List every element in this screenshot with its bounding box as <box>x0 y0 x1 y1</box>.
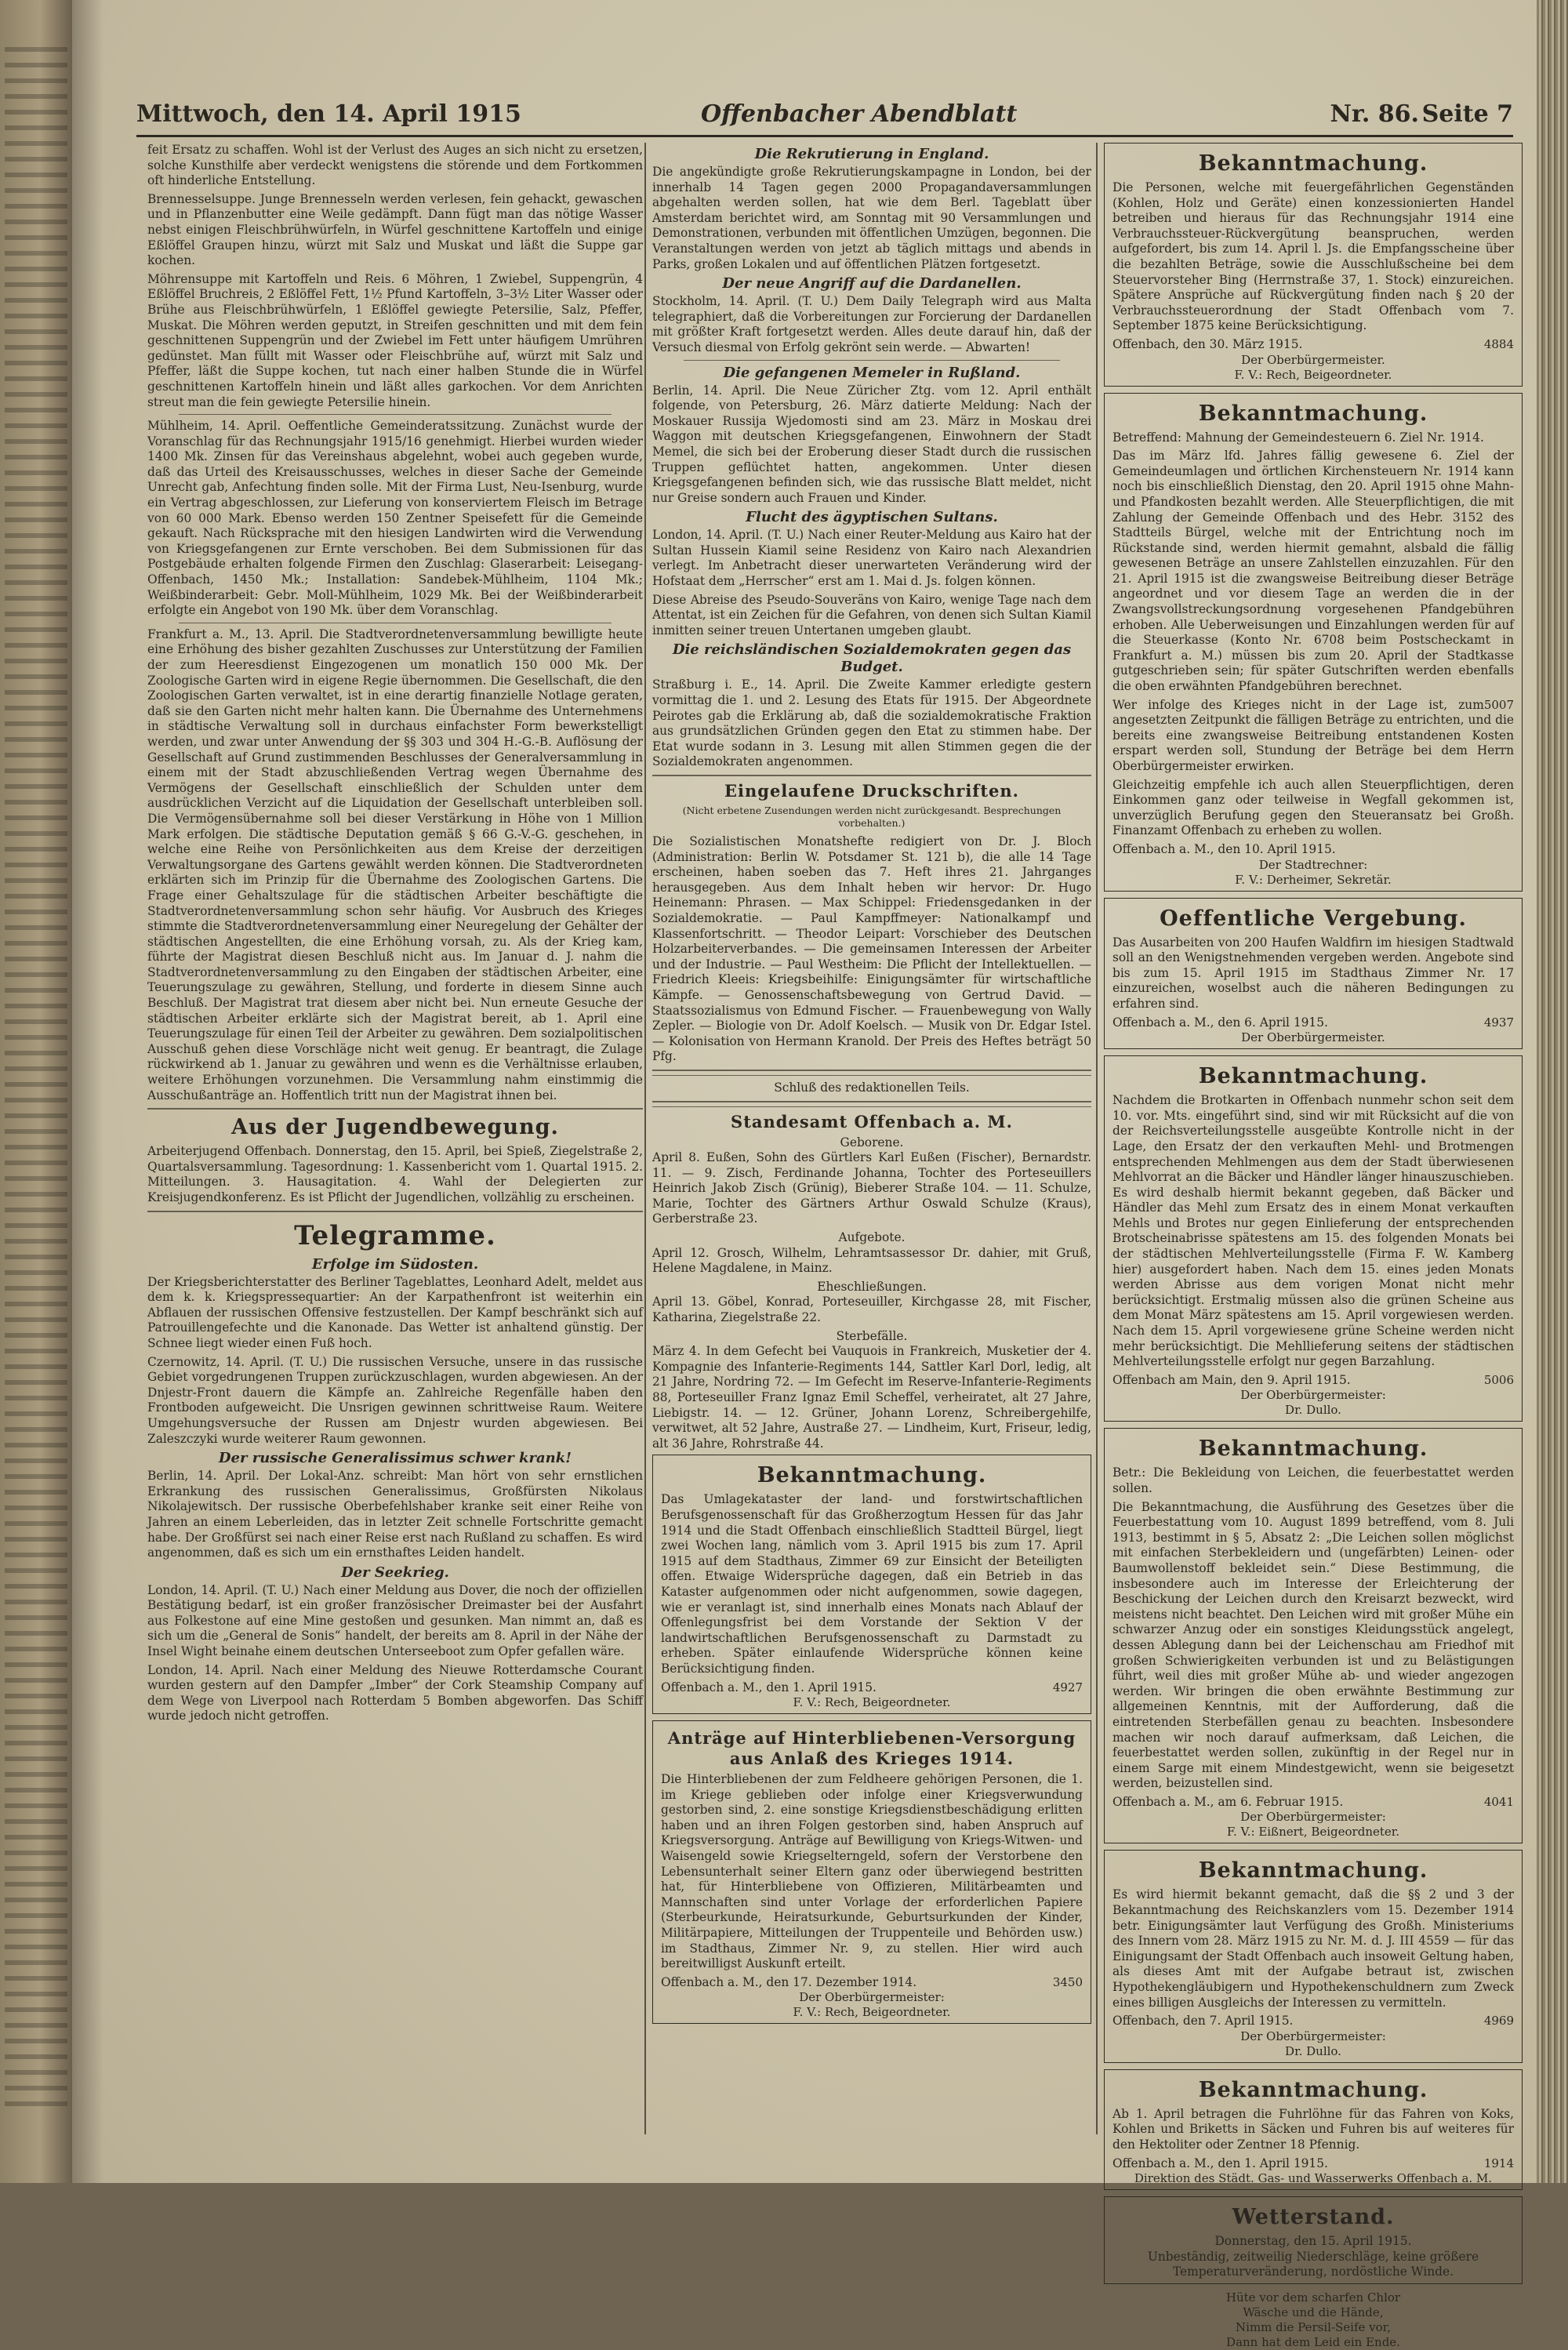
notice-date: Offenbach a. M., den 1. April 1915. <box>661 1680 877 1694</box>
headline-memel: Die gefangenen Memeler in Rußland. <box>723 364 1021 381</box>
weather-heading: Wetterstand. <box>1232 2205 1395 2230</box>
registry-born-heading: Geborene. <box>840 1135 904 1150</box>
header-date: Mittwoch, den 14. April 1915 <box>136 100 521 128</box>
header-paper-name: Offenbacher Abendblatt <box>701 100 1018 128</box>
ad-line: Wäsche und die Hände, <box>1243 2305 1384 2319</box>
article-generalissimus: Berlin, 14. April. Der Lokal-Anz. schreibt: Man hört von sehr ernstlichen Erkrankung des russischen Generalissimus, Großfürsten Nikolaus Nikolajewitsch. Der russische Oberbefehlshaber kranke seit einer Reihe von Jahren an einem Leberleiden, das in letzter Zeit schnelle Fortschritte gemacht habe. Der Großfürst sei nach einer Reise erst nach Rußland zu schaffen. Es wird angenommen, daß es sich um ein ernsthaftes Leiden handelt. <box>147 1469 643 1560</box>
notice-text: Das im März lfd. Jahres fällig gewesene 6. Ziel der Gemeindeumlagen und örtlichen Kirchensteuern Nr. 1914 kann noch bis einschließlich Dienstag, den 20. April 1915 ohne Mahn- und Pfandkosten bezahlt werden. Alle Steuerpflichtigen, die mit Zahlung der Gemeinde Offenbach und des Hebr. 3152 des Stadtteils Bürgel, welche mit der Entrichtung noch im Rückstande sind, werden hiermit gemahnt, alsbald die fällig gewesenen Beträge an unsere Zahlstellen einzuzahlen. Für den 21. April 1915 ist die zwangsweise Beitreibung dieser Beträge angeordnet und vor diesem Tage an werden die in der Zwangsvollstreckungsordnung vorgesehenen Pfandgebühren erhoben. Alle Ueberweisungen und Einzahlungen werden für auf die Steuerkasse (Konto Nr. 6708 beim Postscheckamt in Frankfurt a. M.) müssen bis zum 20. April der Stadtkasse gutgeschrieben sein; für später Gutschriften werden ebenfalls die oben erwähnten Pfandgebühren berechnet. <box>1112 449 1514 694</box>
registry-death: März 4. In dem Gefecht bei Vauquois in Frankreich, Musketier der 4. Kompagnie des Infanterie-Regiments 144, Sattler Karl Dorl, ledig, alt 21 Jahre, Nordring 72. — Im Gefecht im Reserve-Infanterie-Regiments 88, Porteseuiller Franz Ignaz Emil Scheffel, verheiratet, alt 27 Jahre, Liebigstr. 14. — 12. Grüner, Johann Lorenz, Schreibergehilfe, verwitwet, alt 52 Jahre, Austraße 27. — Lindheim, Kurt, Friseur, ledig, alt 36 Jahre, Rohrstraße 44. <box>652 1344 1091 1451</box>
notice-date: Offenbach am Main, den 9. April 1915. <box>1112 1372 1351 1387</box>
notice-signature: F. V.: Eißnert, Beigeordneter. <box>1226 1825 1400 1840</box>
editorial-end-note: Schluß des redaktionellen Teils. <box>774 1080 970 1095</box>
notice-date: Offenbach a. M., am 6. Februar 1915. <box>1112 1794 1344 1809</box>
ad-line: Dann hat dem Leid ein Ende. <box>1226 2334 1400 2349</box>
registry-death-heading: Sterbefälle. <box>836 1328 908 1343</box>
article-naval-1: London, 14. April. (T. U.) Nach einer Meldung aus Dover, die noch der offiziellen Bestätigung bedarf, ist ein großer französischer Dreimaster bei der Ausfahrt aus Folkestone auf eine Mine gestoßen und gesunken. Man nimmt an, daß es sich um die „General de Sonis“ handelt, der bereits am 8. April in der Nähe der Insel Wight beinahe einem deutschen Unterseeboot zum Opfer gefallen wäre. <box>147 1582 643 1659</box>
publications-note: (Nicht erbetene Zusendungen werden nicht zurückgesandt. Besprechungen vorbehalten.) <box>682 805 1062 829</box>
notice-date: Offenbach a. M., den 10. April 1915. <box>1112 841 1336 856</box>
notice-signature: F. V.: Derheimer, Sekretär. <box>1235 872 1392 887</box>
separator <box>147 1211 643 1212</box>
registry-born: April 8. Eußen, Sohn des Gürtlers Karl Eußen (Fischer), Bernardstr. 11. — 9. Zisch, Ferdinande Johanna, Tochter des Porteseuillers Heinrich Jakob Zisch (Grünig), Bieberer Straße 104. — 11. Schulze, Marie, Tochter des Gärtners Arthur Oswald Schulze (Kraus), Gerberstraße 23. <box>652 1150 1091 1226</box>
section-heading-youth: Aus der Jugendbewegung. <box>231 1115 559 1140</box>
recipe-carrot-soup: Möhrensuppe mit Kartoffeln und Reis. 6 Möhren, 1 Zwiebel, Suppengrün, 4 Eßlöffel Bruchreis, 2 Eßlöffel Fett, 1½ Pfund Kartoffeln, 3–3½ Liter Wasser oder Brühe aus Fleischbrühwürfeln, 1 Eßlöffel gewiegte Petersilie, Salz, Pfeffer, Muskat. Die Möhren werden geputzt, in Streifen geschnitten und mit dem fein geschnittenen Suppengrün und der Zwiebel im Fett unter häufigem Umrühren gedünstet. Man füllt mit Wasser oder Fleischbrühe auf, würzt mit Salz und Pfeffer, läßt die Suppe kochen, tut nach einer halben Stunde die in Würfel geschnittenen Kartoffeln hinein und läßt alles garkochen. Vor dem Anrichten streut man die fein gewiegte Petersilie hinein. <box>147 271 643 409</box>
headline-sultan: Flucht des ägyptischen Sultans. <box>746 509 998 526</box>
notice-box <box>1104 143 1523 387</box>
notice-box <box>1104 2069 1523 2190</box>
notice-box <box>1104 1055 1523 1422</box>
notice-date-line <box>1112 2014 1514 2029</box>
notice-box <box>1104 1850 1523 2062</box>
weather-forecast-2: Temperaturveränderung, nordöstliche Winde. <box>1172 2265 1454 2279</box>
headline-southeast: Erfolge im Südosten. <box>311 1255 479 1273</box>
article-dardanelles: Stockholm, 14. April. (T. U.) Dem Daily Telegraph wird aus Malta telegraphiert, daß die Vorbereitungen zur Forcierung der Dardanellen mit größter Kraft fortgesetzt werden. Alles deute darauf hin, daß der Versuch diesmal von Erfolg gekrönt sein werde. — Abwarten! <box>652 294 1091 354</box>
notice-number: 5007 <box>1483 697 1514 712</box>
notice-number: 4041 <box>1483 1794 1514 1809</box>
notice-number: 4937 <box>1483 1015 1514 1030</box>
article-publications: Die Sozialistischen Monatshefte redigiert von Dr. J. Bloch (Administration: Berlin W. Potsdamer St. 121 b), die alle 14 Tage erscheinen, haben soeben das 7. Heft ihres 21. Jahrganges herausgegeben. Aus dem Inhalt heben wir hervor: Dr. Hugo Heinemann: Phrasen. — Max Schippel: Friedensgedanken in der Sozialdemokratie. — Paul Kampffmeyer: Nationalkampf und Klassenfortschritt. — Theodor Leipart: Vorschieber des Deutschen Holzarbeiterverbandes. — Die gemeinsamen Interessen der Arbeiter und der Industrie. — Paul Westheim: Die Pflicht der Intellektuellen. — Friedrich Kleeis: Kriegsbeihilfe: Einigungsämter für wirtschaftliche Kämpfe. — Genossenschaftsbewegung von Gertrud David. — Staatssozialismus von Edmund Fischer. — Frauenbewegung von Wally Zepler. — Biologie von Dr. Adolf Koelsch. — Musik von Dr. Edgar Istel. — Kolonisation von Hermann Kranold. Der Preis des Heftes beträgt 50 Pfg. <box>652 834 1091 1064</box>
notice-date: Offenbach, den 30. März 1915. <box>1112 336 1303 351</box>
separator <box>147 1108 643 1110</box>
section-heading-publications: Eingelaufene Druckschriften. <box>724 781 1019 801</box>
weather-date: Donnerstag, den 15. April 1915. <box>1214 2234 1412 2249</box>
newspaper-page <box>72 0 1537 2349</box>
notice-signature: Direktion des Städt. Gas- und Wasserwerks Offenbach a. M. <box>1134 2171 1493 2186</box>
article-frankfurt: Frankfurt a. M., 13. April. Die Stadtverordnetenversammlung bewilligte heute eine Erhöhung des bisher gezahlten Zuschusses zur Unterstützung der Familien der zum Heeresdienst Eingezogenen um monatlich 150 000 Mk. Der Zoologische Garten wird in eigene Regie übernommen. Die Gesellschaft, die den Zoologischen Garten verwaltet, ist in eine derartig finanzielle Notlage geraten, daß sie den Garten nicht mehr halten kann. Die Übernahme des Unternehmens in städtische Verwaltung soll in durchaus einfachster Form bewerkstelligt werden, und zwar unter Anwendung der §§ 303 und 304 H.-G.-B. Auflösung der Gesellschaft auf Grund zustimmenden Beschlusses der Generalversammlung in einem mit der Stadt abzuschließenden Vertrag wegen Übernahme des Vermögens der Gesellschaft einschließlich der Schulden unter dem ausdrücklichen Verzicht auf die Liquidation der Gesellschaft unterbleiben soll. Die Vermögensübernahme soll bei dieser Verstärkung in Höhe von 1 Million Mark erfolgen. Die städtische Deputation gemäß § 66 G.-V.-G. geschehen, in welche eine Reihe von Persönlichkeiten aus dem Kreise der derzeitigen Verwaltungsorgane des Gartens gewählt werden können. Die Stadtverordneten erklärten sich im Prinzip für die Übernahme des Zoologischen Gartens. Die Frage einer Gehaltszulage für die städtischen Arbeiter beschäftigte die Stadtverordnetenversammlung schon sehr häufig. Vor Ausbruch des Krieges stimmte die Stadtverordnetenversammlung einer Neuregelung der Gehälter der städtischen Angestellten, die eine Erhöhung vorsah, zu. Als der Krieg kam, führte der Magistrat diesen Beschluß nicht aus. Im Januar d. J. nahm die Stadtverordnetenversammlung zu den Eingaben der städtischen Arbeiter, eine Teuerungszulage zu gewähren, Stellung, und forderte in diesem Sinne auch Beschluß. Der Magistrat trat diesem aber nicht bei. Nun erneute Gesuche der städtischen Arbeiter erklärte sich der Magistrat bereit, ab 1. April eine Teuerungszulage für einen Teil der Arbeiter zu gewähren. Dem sozialpolitischen Ausschuß gehen diese Vorschläge nicht weit genug. Er beantragt, die Zulage rückwirkend ab 1. Januar zu gewähren und wenn es die Verhältnisse erlauben, weitere Erhöhungen vorzunehmen. Die Versammlung nahm einstimmig die Ausschußanträge an. Hoffentlich tritt nun der Magistrat ihnen bei. <box>147 627 643 1102</box>
notice-text: Wer infolge des Krieges nicht in der Lage ist, zum angesetzten Zeitpunkt die fälligen Beträge zu entrichten, und die bereits eine zwangsweise Beitreibung entstandenen Kosten erspart werden soll, Stundung der Beträge bei dem Herrn Oberbürgermeister erwirken. <box>1112 697 1514 773</box>
recipe-nettle-soup: Brennesselsuppe. Junge Brennesseln werden verlesen, fein gehackt, gewaschen und in Pflanzenbutter eine Weile gedämpft. Dann fügt man das nötige Wasser nebst einigen Fleischbrühwürfeln, in Würfel geschnittene Kartoffeln und einige Eßlöffel Graupen hinzu, würzt mit Salz und Muskat und läßt die Suppe gar kochen. <box>147 191 643 268</box>
notice-subject: Betr.: Die Bekleidung von Leichen, die feuerbestattet werden sollen. <box>1112 1466 1514 1495</box>
article-social-democrats: Straßburg i. E., 14. April. Die Zweite Kammer erledigte gestern vormittag die 1. und 2. Lesung des Etats für 1915. Der Abgeordnete Peirotes gab die Erklärung ab, daß die sozialdemokratische Fraktion aus grundsätzlichen Gründen gegen den Etat zu stimmen habe. Der Etat wurde sodann in 3. Lesung mit allen Stimmen gegen die der Sozialdemokraten angenommen. <box>652 677 1091 769</box>
registry-banns-heading: Aufgebote. <box>838 1230 906 1245</box>
column-rule-1 <box>644 143 646 2134</box>
article-recruitment: Die angekündigte große Rekrutierungskampagne in London, bei der innerhalb 14 Tagen gegen 2000 Propagandaversammlungen abgehalten werden sollen, hat wie dem Berl. Tageblatt über Amsterdam berichtet wird, am Sonntag mit 90 Versammlungen und Demonstrationen, verbunden mit öffentlichen Umzügen, begonnen. Die Veranstaltungen werden von jetzt ab täglich mittags und abends in Parks, großen Lokalen und auf öffentlichen Plätzen fortgesetzt. <box>652 165 1091 271</box>
notice-signature-title: Der Oberbürgermeister: <box>1240 1388 1386 1403</box>
notice-subject: Betreffend: Mahnung der Gemeindesteuern 6. Ziel Nr. 1914. <box>1112 430 1484 445</box>
notice-heading: Bekanntmachung. <box>1198 1858 1428 1883</box>
separator <box>652 1101 1091 1107</box>
article-southeast-1: Der Kriegsberichterstatter des Berliner Tageblattes, Leonhard Adelt, meldet aus dem k. k. Kriegspressequartier: An der Karpathenfront ist weiterhin ein Abflauen der russischen Offensive festzustellen. Der Kampf beschränkt sich auf Patrouillengefechte und die Kanonade. Das Wetter ist anhaltend günstig. Der Schnee liegt wieder einen Fuß hoch. <box>147 1274 643 1350</box>
notice-number: 4927 <box>1052 1680 1083 1694</box>
notice-heading: Bekanntmachung. <box>1198 401 1428 426</box>
notice-heading: Bekanntmachung. <box>1198 1437 1428 1462</box>
ad-line: Nimm die Persil-Seife vor, <box>1236 2319 1391 2334</box>
headline-generalissimus: Der russische Generalissimus schwer krank! <box>218 1450 572 1467</box>
gutter-shadow <box>72 0 103 2183</box>
notice-date-line <box>1112 337 1514 353</box>
separator <box>652 775 1091 776</box>
notice-date: Offenbach, den 7. April 1915. <box>1112 2014 1294 2029</box>
notice-number: 1914 <box>1483 2156 1514 2170</box>
column-rule-2 <box>1096 143 1098 2134</box>
page-header <box>136 100 1513 136</box>
notice-date: Offenbach a. M., den 6. April 1915. <box>1112 1015 1328 1030</box>
ad-line: Hüte vor dem scharfen Chlor <box>1225 2290 1401 2305</box>
notice-date-line <box>661 1680 1083 1696</box>
notice-date: Offenbach a. M., den 17. Dezember 1914. <box>661 1974 917 1989</box>
registry-marriage-heading: Eheschließungen. <box>817 1279 927 1294</box>
notice-number: 5006 <box>1483 1372 1514 1387</box>
notice-heading: Bekanntmachung. <box>1198 151 1428 176</box>
article-naval-2: London, 14. April. Nach einer Meldung des Nieuwe Rotterdamsche Courant wurden gestern auf den Dampfer „Imber“ der Cork Steamship Company auf dem Wege von Liverpool nach Rotterdam 5 Bomben abgeworfen. Das Schiff wurde jedoch nicht getroffen. <box>147 1662 643 1723</box>
notice-box <box>652 1455 1091 1714</box>
article-muehlheim: Mühlheim, 14. April. Oeffentliche Gemeinderatssitzung. Zunächst wurde der Voranschlag für das Rechnungsjahr 1915/16 genehmigt. Hierbei wurden wieder 1400 Mk. Zinsen für das Vereinshaus abgelehnt, wobei auch gegeben wurde, daß das Urteil des Kreisausschusses, welches in dieser Sache der Gemeinde Unrecht gab, Anfechtung finden solle. Mit der Firma Lust, Neu-Isenburg, wurde ein Vertrag abgeschlossen, zur Lieferung von konserviertem Fleisch im Betrage von 60 000 Mark. Ebenso werden 150 Zentner Speisefett für die Gemeinde gekauft. Nach Rücksprache mit den hiesigen Landwirten wird die Verwendung von Kriegsgefangenen zur Ernte verschoben. Bei dem Submissionen für das Postgebäude erhalten folgende Firmen den Zuschlag: Glaserarbeit: Leisegang-Offenbach, 1450 Mk.; Installation: Sandebek-Mühlheim, 1104 Mk.; Weißbinderarbeit: Gebr. Moll-Mühlheim, 1029 Mk. Bei der Weißbinderarbeit erfolgte ein Angebot von 190 Mk. über dem Voranschlag. <box>147 419 643 618</box>
notice-date-line <box>1112 1373 1514 1389</box>
notice-heading: Anträge auf Hinterbliebenen-Versorgung aus Anlaß des Krieges 1914. <box>667 1728 1076 1769</box>
weather-forecast-1: Unbeständig, zeitweilig Niederschläge, keine größere <box>1147 2249 1479 2264</box>
notice-signature: F. V.: Rech, Beigeordneter. <box>793 2005 951 2020</box>
notice-signature: Dr. Dullo. <box>1285 1403 1341 1418</box>
registry-marriage: April 13. Göbel, Konrad, Porteseuiller, Kirchgasse 28, mit Fischer, Katharina, Ziegelstraße 22. <box>652 1295 1091 1325</box>
header-rule <box>136 135 1513 137</box>
notice-signature: F. V.: Rech, Beigeordneter. <box>793 1695 951 1710</box>
notice-text: Die Personen, welche mit feuergefährlichen Gegenständen (Kohlen, Holz und Geräte) einen konzessionierten Handel betreiben und hieraus für das Rechnungsjahr 1914 eine Verbrauchssteuer-Rückvergütung beanspruchen, werden aufgefordert, bis zum 14. April l. Js. die Empfangsscheine über die bezahlten Beträge, sowie die Ausschlußscheine bei dem Steuervorsteher Bing (Herrnstraße 37, 1. Stock) einzureichen. Spätere Ansprüche auf Rückvergütung finden nach § 20 der Verbrauchssteuerordnung der Stadt Offenbach vom 7. September 1875 keine Berücksichtigung. <box>1112 180 1514 333</box>
notice-text: Es wird hiermit bekannt gemacht, daß die §§ 2 und 3 der Bekanntmachung des Reichskanzlers vom 15. Dezember 1914 betr. Einigungsämter laut Verfügung des Großh. Ministeriums des Innern vom 28. März 1915 zu Nr. M. d. J. III 4559 — für das Einigungsamt der Stadt Offenbach auch insoweit Geltung haben, als dieses Amt mit der Aufgabe betraut ist, zwischen Hypothekengläubigern und Hypothekenschuldnern zum Zweck eines billigen Ausgleichs der Interessen zu vermitteln. <box>1112 1887 1514 2010</box>
separator <box>179 414 612 415</box>
page-block-edge <box>1537 0 1568 2183</box>
article-sultan-1: London, 14. April. (T. U.) Nach einer Reuter-Meldung aus Kairo hat der Sultan Hussein Kiamil seine Residenz von Kairo nach Alexandrien verlegt. Im Anbetracht dieser unerwarteten Veränderung wird der Hofstaat dem „Herrscher“ erst am 1. Mai d. Js. folgen können. <box>652 528 1091 589</box>
notice-date: Offenbach a. M., den 1. April 1915. <box>1112 2156 1328 2170</box>
notice-text: Die Hinterbliebenen der zum Feldheere gehörigen Personen, die 1. im Kriege geblieben oder infolge einer Kriegsverwundung gestorben sind, 2. eine sonstige Kriegsdienstbeschädigung erlitten haben und an ihren Folgen gestorben sind, haben Anspruch auf Kriegsversorgung. Anträge auf Bewilligung von Kriegs-Witwen- und Waisengeld sowie Kriegselterngeld, sofern der Verstorbene den Lebensunterhalt seiner Eltern ganz oder überwiegend bestritten hat, für Hinterbliebene von Offizieren, Militärbeamten und Mannschaften sind unter Vorlage der erforderlichen Papiere (Sterbeurkunde, Heiratsurkunde, Geburtsurkunden der Kinder, Militärpapiere, Mitteilungen der Truppenteile und Behörden usw.) im Stadthaus, Zimmer Nr. 9, zu stellen. Hier wird auch bereitwilligst Auskunft erteilt. <box>661 1772 1083 1971</box>
article-southeast-2: Czernowitz, 14. April. (T. U.) Die russischen Versuche, unsere in das russische Gebiet vorgedrungenen Truppen zurückzuschlagen, wurden abgewiesen. An der Dnjestr-Front dauern die Kämpfe an. Zahlreiche Regenfälle haben den Frontboden aufgeweicht. Die Unsrigen gewinnen schrittweise Raum. Weitere Umgehungsversuche der Russen am Dnjestr wurden abgewiesen. Bei Zaleszczyki wurde weiterer Raum gewonnen. <box>147 1354 643 1446</box>
notice-box <box>1104 1428 1523 1843</box>
notice-signature: Dr. Dullo. <box>1285 2043 1341 2058</box>
notice-signature-title: Der Oberbürgermeister. <box>1241 352 1385 367</box>
notice-text: Das Umlagekataster der land- und forstwirtschaftlichen Berufsgenossenschaft für das Großherzogtum Hessen für das Jahr 1914 und die Stadt Offenbach einschließlich Stadtteil Bürgel, liegt zwei Wochen lang, nämlich vom 3. April 1915 bis zum 17. April 1915 auf dem Stadthaus, Zimmer 69 zur Einsicht der Beteiligten offen. Etwaige Widersprüche dagegen, daß ein Betrieb in das Kataster aufgenommen oder nicht aufgenommen, sowie dagegen, wie er veranlagt ist, sind innerhalb eines Monats nach Ablauf der Offenlegungsfrist bei dem Vorstande der Sektion V der landwirtschaftlichen Berufsgenossenschaft zu Darmstadt zu erheben. Später einlaufende Widersprüche können keine Berücksichtigung finden. <box>661 1492 1083 1676</box>
notice-signature: Der Oberbürgermeister. <box>1241 1030 1385 1045</box>
column-2 <box>652 143 1091 2152</box>
article-text: feit Ersatz zu schaffen. Wohl ist der Verlust des Auges an sich nicht zu ersetzen, solche Kunsthilfe aber verdeckt wenigstens die störende und dem Fortkommen oft hinderliche Entstellung. <box>147 143 643 188</box>
notice-text: Das Ausarbeiten von 200 Haufen Waldfirn im hiesigen Stadtwald soll an den Wenigstnehmenden vergeben werden. Angebote sind bis zum 15. April 1915 im Stadthaus Zimmer Nr. 17 einzureichen, woselbst auch die näheren Bedingungen zu erfahren sind. <box>1112 935 1514 1011</box>
article-memel: Berlin, 14. April. Die Neue Züricher Ztg. vom 12. April enthält folgende, von Petersburg, 26. März datierte Meldung: Nach der Moskauer Russija Wjedomosti sind am 23. März in Moskau drei Waggon mit deutschen Kriegsgefangenen, Einwohnern der Stadt Memel, die sich bei der Eroberung dieser Stadt durch die russischen Truppen geflüchtet hatten, angekommen. Unter diesen Kriegsgefangenen befinden sich, wie das russische Blatt meldet, nicht nur Greise sondern auch Frauen und Kinder. <box>652 383 1091 505</box>
section-heading-registry: Standesamt Offenbach a. M. <box>731 1111 1013 1131</box>
notice-date-line <box>1112 1795 1514 1811</box>
notice-signature-title: Der Oberbürgermeister: <box>1240 2029 1386 2043</box>
registry-banns: April 12. Grosch, Wilhelm, Lehramtsassessor Dr. dahier, mit Gruß, Helene Magdalene, in Mainz. <box>652 1245 1091 1276</box>
notice-heading: Bekanntmachung. <box>1198 1064 1428 1089</box>
notice-date-line <box>1112 2156 1514 2172</box>
column-3 <box>1104 143 1523 2349</box>
article-sultan-2: Diese Abreise des Pseudo-Souveräns von Kairo, wenige Tage nach dem Attentat, ist ein Zeichen für die Gefahren, von denen sich Sultan Kiamil inmitten seiner treuen Untertanen umgeben glaubt. <box>652 592 1091 637</box>
column-1 <box>147 143 643 2152</box>
notice-heading: Bekanntmachung. <box>1198 2077 1428 2102</box>
headline-social-democrats: Die reichsländischen Sozialdemokraten gegen das Budget. <box>672 641 1072 676</box>
notice-text: Ab 1. April betragen die Fuhrlöhne für das Fahren von Koks, Kohlen und Briketts in Säcken und Fuhren bis auf weiteres für den Hektoliter oder Zentner 18 Pfennig. <box>1112 2106 1514 2152</box>
adjacent-page-text <box>5 47 67 2117</box>
advertisement-verse <box>1104 2290 1523 2350</box>
adjacent-page-strip <box>0 0 72 2183</box>
notice-heading: Bekanntmachung. <box>757 1463 987 1488</box>
notice-box <box>1104 393 1523 892</box>
article-youth: Arbeiterjugend Offenbach. Donnerstag, den 15. April, bei Spieß, Ziegelstraße 2, Quartalsversammlung. Tagesordnung: 1. Kassenbericht vom 1. Quartal 1915. 2. Mitteilungen. 3. Hausagitation. 4. Wahl der Delegierten zur Kreisjugendkonferenz. Es ist Pflicht der Jugendlichen, vollzählig zu erscheinen. <box>147 1144 643 1204</box>
header-issue: Nr. 86. <box>1330 100 1419 128</box>
notice-text: Nachdem die Brotkarten in Offenbach nunmehr schon seit dem 10. vor. Mts. eingeführt sind, sind wir mit Rücksicht auf die von der Reichsverteilungsstelle ausgeübte Kontrolle nicht in der Lage, den Ersatz der den verkauften Mehl- und Brotmengen entsprechenden Mehlmengen aus dem der Stadt überwiesenen Mehlvorrat an die Bäcker und Händler länger hinauszuschieben. Es wird deshalb hiermit bekannt gegeben, daß Bäcker und Händler das Mehl zum Ersatz des in einem Monat verkauften Mehls und Brotes nur gegen Einlieferung der entsprechenden Brotscheinabrisse spätestens am 15. des folgenden Monats bei der städtischen Mehlverteilungsstelle (Firma F. W. Kamberg hier) ausgefordert haben. Nach dem 15. eines jeden Monats werden Abrisse aus dem vorigen Monat nicht mehr berücksichtigt. Erstmalig müssen also die grünen Scheine aus dem Monat März spätestens am 15. April vorgewiesen werden. Nach dem 15. April vorgewiesene grüne Scheine werden nicht mehr berücksichtigt. Die Mehllieferung seitens der städtischen Mehlverteilungsstelle erfolgt nur gegen Barzahlung. <box>1112 1093 1514 1369</box>
notice-signature-title: Der Oberbürgermeister: <box>799 1990 945 2005</box>
separator <box>652 1070 1091 1076</box>
headline-dardanelles: Der neue Angriff auf die Dardanellen. <box>722 275 1022 292</box>
notice-number: 4884 <box>1483 336 1514 351</box>
notice-signature: F. V.: Rech, Beigeordneter. <box>1234 367 1392 382</box>
weather-box <box>1104 2196 1523 2284</box>
notice-heading: Oeffentliche Vergebung. <box>1160 906 1467 931</box>
notice-box <box>1104 898 1523 1050</box>
notice-text: Gleichzeitig empfehle ich auch allen Steuerpflichtigen, deren Einkommen ganz oder teilweise in Wegfall gekommen ist, unverzüglich Berufung gegen den Steueransatz bei Großh. Finanzamt Offenbach zu erheben zu wollen. <box>1112 777 1514 838</box>
notice-signature-title: Der Oberbürgermeister: <box>1240 1810 1386 1825</box>
section-heading-telegrams: Telegramme. <box>294 1219 496 1251</box>
headline-naval-war: Der Seekrieg. <box>341 1564 449 1581</box>
separator <box>684 360 1060 361</box>
headline-recruitment: Die Rekrutierung in England. <box>754 146 989 162</box>
notice-number: 4969 <box>1483 2014 1514 2029</box>
header-page-number: Seite 7 <box>1421 100 1513 128</box>
notice-date-line <box>1112 1015 1514 1031</box>
notice-signature-title: Der Stadtrechner: <box>1258 857 1368 872</box>
notice-box <box>652 1720 1091 2024</box>
notice-text: Die Bekanntmachung, die Ausführung des Gesetzes über die Feuerbestattung vom 10. August 1899 betreffend, vom 8. Juli 1913, bestimmt in § 5, Absatz 2: „Die Leichen sollen möglichst mit einfachen Sterbekleidern und (ungefärbten) Leinen- oder Baumwollenstoff bekleidet sein.“ Diese Bestimmung, die insbesondere auch im Interesse der Erleichterung der Beschickung der Leichen durch den Kreisarzt bezweckt, wird meistens nicht beachtet. Den Leichen wird mit großer Mühe ein schwarzer Anzug oder ein sonstiges Kleidungsstück angelegt, dessen Ablegung dann bei der Leichenschau am Friedhof mit großen Schwierigkeiten verbunden ist und zu Belästigungen führt, weil dies mit großer Mühe ab- und wieder angezogen werden. Wir bringen die oben erwähnte Bestimmung zur allgemeinen Kenntnis, mit der Aufforderung, daß die eintretenden Sterbefällen genau zu beachten. Insbesondere machen wir noch darauf aufmerksam, daß Leichen, die feuerbestattet werden sollen, zukünftig in der Regel nur in einem Sarge mit einem Mindestgewicht, wenn sie beigesetzt werden, beizustellen sind. <box>1112 1499 1514 1791</box>
notice-number: 3450 <box>1052 1974 1083 1989</box>
